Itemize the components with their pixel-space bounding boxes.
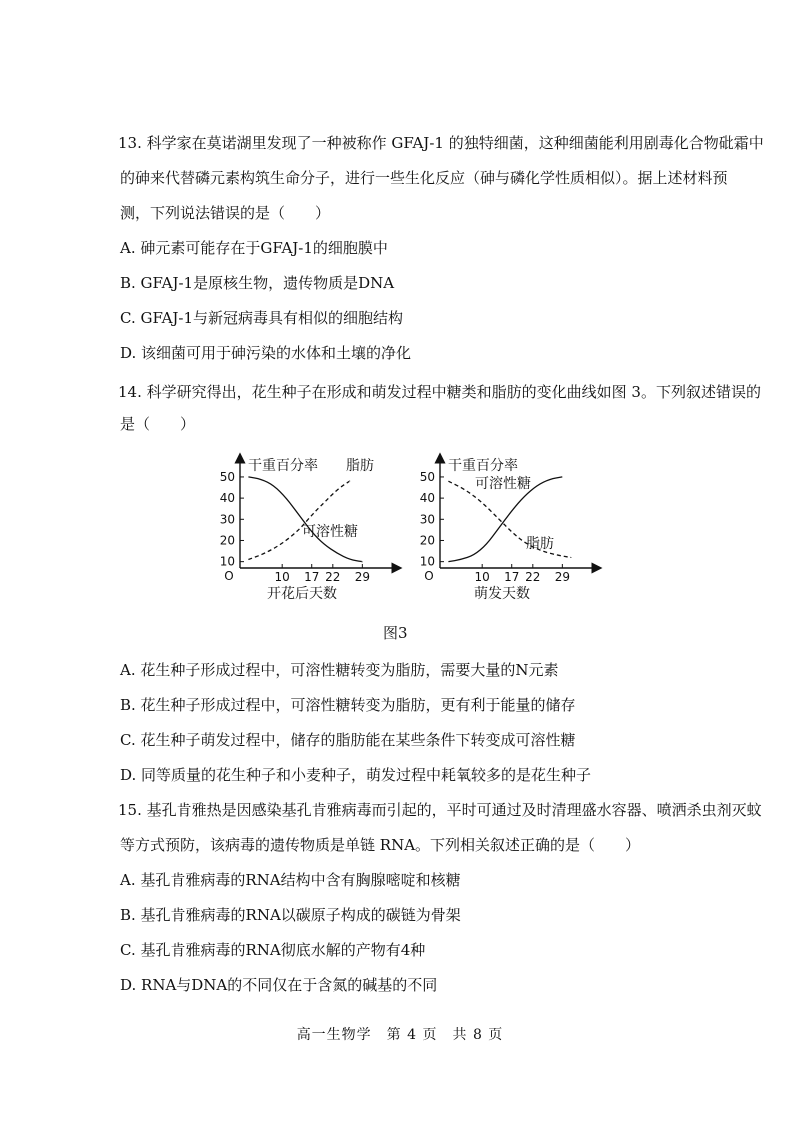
x-tick-label: 10 <box>474 570 490 584</box>
y-tick-label: 30 <box>419 512 435 527</box>
q15-stem-line-2: 等方式预防，该病毒的遗传物质是单链 RNA。下列相关叙述正确的是（ ） <box>120 836 641 854</box>
y-axis-title: 干重百分率 <box>448 458 518 474</box>
y-tick-label: 50 <box>419 469 435 484</box>
series-label: 脂肪 <box>346 458 374 474</box>
y-axis-title: 干重百分率 <box>248 458 318 474</box>
y-tick-label: 20 <box>219 533 235 548</box>
x-axis-title: 萌发天数 <box>474 586 530 602</box>
q15-option-b: B. 基孔肯雅病毒的RNA以碳原子构成的碳链为骨架 <box>120 906 461 924</box>
chart-flowering <box>215 448 415 608</box>
x-tick-label: 22 <box>525 570 541 584</box>
x-tick-label: 17 <box>304 570 320 584</box>
q13-option-b: B. GFAJ-1是原核生物，遗传物质是DNA <box>120 274 395 292</box>
series-label: 脂肪 <box>526 536 554 552</box>
series-line-sugar <box>248 477 362 562</box>
q15-option-a: A. 基孔肯雅病毒的RNA结构中含有胸腺嘧啶和核糖 <box>120 871 461 889</box>
q13-stem-line-2: 的砷来代替磷元素构筑生命分子，进行一些生化反应（砷与磷化学性质相似）。据上述材料预 <box>120 169 728 187</box>
q13-option-a: A. 砷元素可能存在于GFAJ-1的细胞膜中 <box>120 239 388 257</box>
x-tick-label: 22 <box>325 570 341 584</box>
q14-option-b: B. 花生种子形成过程中，可溶性糖转变为脂肪，更有利于能量的储存 <box>120 696 576 714</box>
y-tick-label: 20 <box>419 533 435 548</box>
y-tick-label: 50 <box>219 469 235 484</box>
q13-stem-line-3: 测，下列说法错误的是（ ） <box>120 204 331 222</box>
q15-stem-line-1: 15. 基孔肯雅热是因感染基孔肯雅病毒而引起的，平时可通过及时清理盛水容器、喷洒杀虫剂灭蚊 <box>118 801 762 819</box>
y-tick-label: 40 <box>419 491 435 506</box>
q14-option-c: C. 花生种子萌发过程中，储存的脂肪能在某些条件下转变成可溶性糖 <box>120 731 576 749</box>
series-label: 可溶性糖 <box>302 524 358 540</box>
origin-label: O <box>224 569 234 583</box>
chart-germination <box>415 448 615 608</box>
q15-option-c: C. 基孔肯雅病毒的RNA彻底水解的产物有4种 <box>120 941 426 959</box>
series-label: 可溶性糖 <box>475 476 531 492</box>
origin-label: O <box>424 569 434 583</box>
x-tick-label: 29 <box>554 570 570 584</box>
x-tick-label: 17 <box>504 570 520 584</box>
series-line-fat <box>248 481 349 559</box>
page-footer: 高一生物学 第 4 页 共 8 页 <box>296 1027 504 1043</box>
q15-option-d: D. RNA与DNA的不同仅在于含氮的碱基的不同 <box>120 976 438 994</box>
x-axis-title: 开花后天数 <box>267 586 337 602</box>
x-tick-label: 29 <box>354 570 370 584</box>
y-tick-label: 10 <box>219 554 235 569</box>
q13-stem-line-1: 13. 科学家在莫诺湖里发现了一种被称作 GFAJ-1 的独特细菌，这种细菌能利用剧毒化合物砒霜中 <box>118 134 764 152</box>
q13-option-c: C. GFAJ-1与新冠病毒具有相似的细胞结构 <box>120 309 404 327</box>
q14-option-d: D. 同等质量的花生种子和小麦种子，萌发过程中耗氧较多的是花生种子 <box>120 766 592 784</box>
y-tick-label: 40 <box>219 491 235 506</box>
q14-stem-line-2: 是（ ） <box>120 415 196 433</box>
x-tick-label: 10 <box>274 570 290 584</box>
y-tick-label: 30 <box>219 512 235 527</box>
q13-option-d: D. 该细菌可用于砷污染的水体和土壤的净化 <box>120 344 412 362</box>
q14-option-a: A. 花生种子形成过程中，可溶性糖转变为脂肪，需要大量的N元素 <box>120 661 559 679</box>
figure-caption: 图3 <box>383 624 408 642</box>
q14-stem-line-1: 14. 科学研究得出，花生种子在形成和萌发过程中糖类和脂肪的变化曲线如图 3。下列叙述错误的 <box>118 383 761 401</box>
y-tick-label: 10 <box>419 554 435 569</box>
